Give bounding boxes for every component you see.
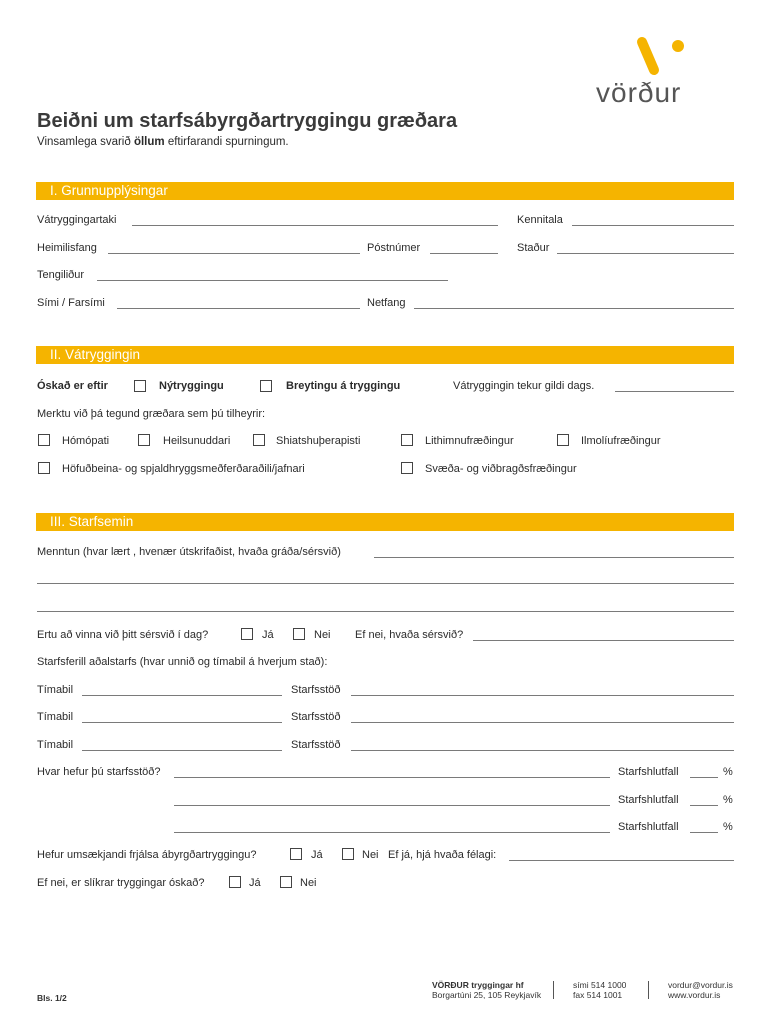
field-where-workplace-3[interactable] (174, 832, 610, 833)
label-percent-3: % (723, 821, 733, 833)
label-working-yes: Já (262, 629, 274, 641)
label-workplace-3: Starfsstöð (291, 739, 341, 751)
label-wanted-no: Nei (300, 877, 317, 889)
label-if-no-field: Ef nei, hvaða sérsvið? (355, 629, 464, 641)
label-career: Starfsferill aðalstarfs (hvar unnið og tímabil á hverjum stað): (37, 656, 328, 668)
label-workplace-2: Starfsstöð (291, 711, 341, 723)
label-reflexologist: Svæða- og viðbragðsfræðingur (425, 463, 577, 475)
footer-email[interactable]: vordur@vordur.is (668, 980, 733, 990)
field-period-3[interactable] (82, 750, 282, 751)
label-if-no-wanted: Ef nei, er slíkrar tryggingar óskað? (37, 877, 205, 889)
field-contact[interactable] (97, 280, 448, 281)
label-craniosacral: Höfuðbeina- og spjaldhryggsmeðferðaraðili/jafnari (62, 463, 305, 475)
label-period-1: Tímabil (37, 684, 74, 696)
label-mark-type: Merktu við þá tegund græðara sem þú tilheyrir: (37, 408, 266, 420)
section-header-1 (36, 182, 734, 200)
field-work-ratio-1[interactable] (690, 777, 718, 778)
label-aromatherapist: Ilmolíufræðingur (581, 435, 661, 447)
field-education-3[interactable] (37, 611, 734, 612)
label-contact: Tengiliður (37, 269, 85, 281)
field-education-1[interactable] (374, 557, 734, 558)
checkbox-liability-no[interactable] (342, 848, 354, 860)
section-title-1: I. Grunnupplýsingar (50, 183, 168, 198)
page-number: Bls. 1/2 (37, 993, 67, 1003)
label-postcode: Póstnúmer (367, 242, 421, 254)
footer-phone: sími 514 1000 (573, 980, 627, 990)
label-liability-no: Nei (362, 849, 379, 861)
label-place: Staður (517, 242, 550, 254)
field-where-workplace-1[interactable] (174, 777, 610, 778)
field-if-no-field[interactable] (473, 640, 734, 641)
checkbox-liability-yes[interactable] (290, 848, 302, 860)
footer-street: Borgartúni 25, 105 Reykjavík (432, 990, 542, 1000)
field-work-ratio-2[interactable] (690, 805, 718, 806)
label-percent-1: % (723, 766, 733, 778)
label-has-liability: Hefur umsækjandi frjálsa ábyrgðartryggingu? (37, 849, 257, 861)
checkbox-aromatherapist[interactable] (557, 434, 569, 446)
checkbox-wanted-no[interactable] (280, 876, 292, 888)
section-header-2 (36, 346, 734, 364)
field-workplace-1[interactable] (351, 695, 734, 696)
field-email[interactable] (414, 308, 734, 309)
section-header-3 (36, 513, 734, 531)
label-wanted-yes: Já (249, 877, 261, 889)
field-education-2[interactable] (37, 583, 734, 584)
footer-fax: fax 514 1001 (573, 990, 623, 1000)
footer-company: VÖRÐUR tryggingar hf (432, 980, 524, 990)
label-work-ratio-1: Starfshlutfall (618, 766, 679, 778)
field-kennitala[interactable] (572, 225, 734, 226)
field-period-1[interactable] (82, 695, 282, 696)
field-workplace-2[interactable] (351, 722, 734, 723)
field-address[interactable] (108, 253, 360, 254)
checkbox-health-masseur[interactable] (138, 434, 150, 446)
label-work-ratio-2: Starfshlutfall (618, 794, 679, 806)
field-place[interactable] (557, 253, 734, 254)
field-postcode[interactable] (430, 253, 498, 254)
label-working-in-field: Ertu að vinna við þitt sérsvið í dag? (37, 629, 209, 641)
checkbox-shiatsu[interactable] (253, 434, 265, 446)
label-where-workplace: Hvar hefur þú starfsstöð? (37, 766, 161, 778)
label-education: Menntun (hvar lært , hvenær útskrifaðist, hvaða gráða/sérsvið) (37, 546, 341, 558)
subtitle-text-end: eftirfarandi spurningum. (164, 136, 289, 148)
field-effective-date[interactable] (615, 391, 734, 392)
page-title: Beiðni um starfsábyrgðartryggingu græðara (37, 110, 458, 132)
subtitle-emphasis: öllum (133, 136, 165, 148)
label-change-insurance: Breytingu á tryggingu (286, 380, 401, 392)
vordur-logo (592, 34, 732, 112)
label-effective-date: Vátryggingin tekur gildi dags. (453, 380, 595, 392)
footer-divider-1 (553, 981, 554, 999)
label-kennitala: Kennitala (517, 214, 563, 226)
field-workplace-3[interactable] (351, 750, 734, 751)
label-workplace-1: Starfsstöð (291, 684, 341, 696)
label-color-therapist: Lithimnufræðingur (425, 435, 514, 447)
label-shiatsu: Shiatshuþerapisti (276, 435, 361, 447)
field-where-workplace-2[interactable] (174, 805, 610, 806)
footer-divider-2 (648, 981, 649, 999)
logo-wordmark: vörður (596, 77, 682, 108)
label-percent-2: % (723, 794, 733, 806)
checkbox-reflexologist[interactable] (401, 462, 413, 474)
checkbox-working-yes[interactable] (241, 628, 253, 640)
checkbox-craniosacral[interactable] (38, 462, 50, 474)
label-email: Netfang (367, 297, 406, 309)
field-policyholder[interactable] (132, 225, 498, 226)
label-address: Heimilisfang (37, 242, 97, 254)
page-subtitle (37, 136, 289, 148)
footer-web[interactable]: www.vordur.is (668, 990, 721, 1000)
label-liability-yes: Já (311, 849, 323, 861)
label-requested-after: Óskað er eftir (37, 380, 108, 392)
checkbox-working-no[interactable] (293, 628, 305, 640)
label-period-3: Tímabil (37, 739, 74, 751)
field-liability-company[interactable] (509, 860, 734, 861)
field-period-2[interactable] (82, 722, 282, 723)
checkbox-change-insurance[interactable] (260, 380, 272, 392)
label-working-no: Nei (314, 629, 331, 641)
label-period-2: Tímabil (37, 711, 74, 723)
field-phone[interactable] (117, 308, 360, 309)
label-new-insurance: Nýtryggingu (159, 380, 224, 392)
label-if-yes-company: Ef já, hjá hvaða félagi: (388, 849, 497, 861)
label-health-masseur: Heilsunuddari (163, 435, 231, 447)
label-policyholder: Vátryggingartaki (37, 214, 117, 226)
checkbox-new-insurance[interactable] (134, 380, 146, 392)
label-homeopath: Hómópati (62, 435, 110, 447)
field-work-ratio-3[interactable] (690, 832, 718, 833)
label-work-ratio-3: Starfshlutfall (618, 821, 679, 833)
section-title-3: III. Starfsemin (50, 514, 134, 529)
checkbox-wanted-yes[interactable] (229, 876, 241, 888)
checkbox-color-therapist[interactable] (401, 434, 413, 446)
checkbox-homeopath[interactable] (38, 434, 50, 446)
subtitle-text: Vinsamlega svarið (37, 136, 134, 148)
section-title-2: II. Vátryggingin (50, 347, 141, 362)
label-phone: Sími / Farsími (37, 297, 105, 309)
